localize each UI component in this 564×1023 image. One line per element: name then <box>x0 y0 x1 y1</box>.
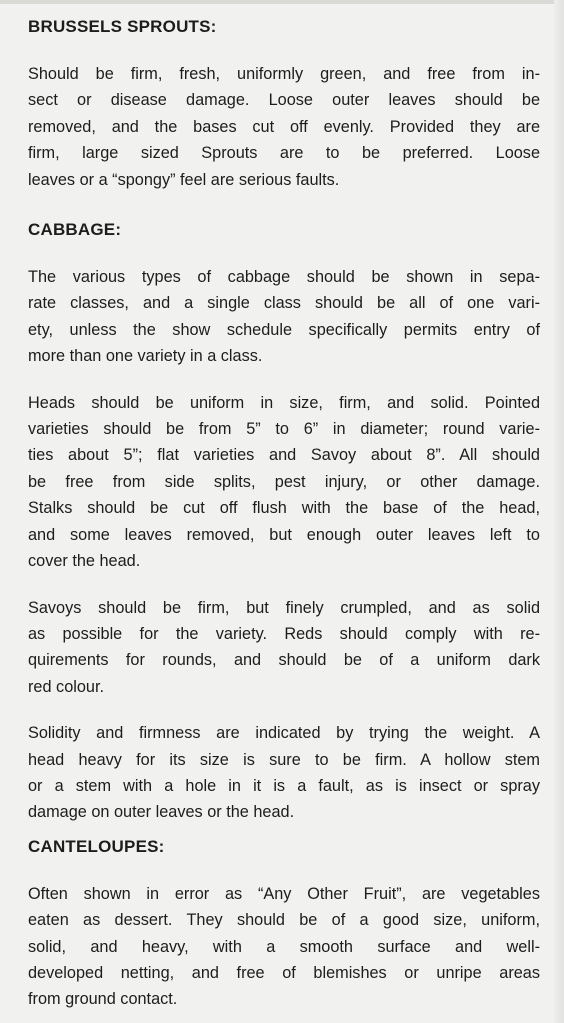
text-line: developed netting, and free of blemishes or unripe areas <box>28 963 540 982</box>
text-line: more than one variety in a class. <box>28 347 263 366</box>
text-line: ety, unless the show schedule specifically permits entry of <box>28 320 540 339</box>
text-line: leaves or a “spongy” feel are serious faults. <box>28 170 340 189</box>
text-line: red colour. <box>28 677 105 696</box>
text-line: and some leaves removed, but enough outer leaves left to <box>28 525 540 544</box>
text-line: head heavy for its size is sure to be firm. A hollow stem <box>28 750 540 769</box>
text-line: removed, and the bases cut off evenly. Provided they are <box>28 117 540 136</box>
text-line: eaten as dessert. They should be of a good size, uniform, <box>28 911 540 930</box>
text-line: Often shown in error as “Any Other Fruit”, are vegetables <box>28 884 540 903</box>
text-line: Should be firm, fresh, uniformly green, and free from in- <box>28 65 540 83</box>
text-line: quirements for rounds, and should be of a uniform dark <box>28 651 540 670</box>
paragraph-cabbage-savoys <box>28 595 540 701</box>
text-line: firm, large sized Sprouts are to be preferred. Loose <box>28 144 540 163</box>
text-line: damage on outer leaves or the head. <box>28 803 295 822</box>
paragraph-canteloupes <box>28 881 540 1013</box>
page-right-edge <box>554 0 564 1023</box>
paragraph-brussels-sprouts <box>28 61 540 193</box>
text-line: or a stem with a hole in it is a fault, as is insect or spray <box>28 776 540 795</box>
text-line: be free from side splits, pest injury, or other damage. <box>28 472 540 491</box>
text-line: sect or disease damage. Loose outer leaves should be <box>28 91 540 110</box>
text-line: from ground contact. <box>28 990 178 1009</box>
text-line: Savoys should be firm, but finely crumpled, and as solid <box>28 598 540 617</box>
paragraph-cabbage-heads <box>28 390 540 575</box>
text-line: Stalks should be cut off flush with the base of the head, <box>28 499 540 518</box>
text-line: varieties should be from 5” to 6” in diameter; round varie- <box>28 420 540 439</box>
page-top-edge <box>0 0 564 4</box>
section-heading-brussels-sprouts: BRUSSELS SPROUTS: <box>28 17 217 36</box>
text-line: Solidity and firmness are indicated by trying the weight. A <box>28 724 540 743</box>
text-line: cover the head. <box>28 552 141 571</box>
paragraph-cabbage-solidity <box>28 720 540 826</box>
text-line: solid, and heavy, with a smooth surface and well- <box>28 937 540 956</box>
section-heading-canteloupes: CANTELOUPES: <box>28 836 165 856</box>
text-line: The various types of cabbage should be shown in sepa- <box>28 268 540 287</box>
document-page <box>28 14 540 1013</box>
text-line: ties about 5”; flat varieties and Savoy about 8”. All should <box>28 446 540 465</box>
section-heading-cabbage: CABBAGE: <box>28 220 122 240</box>
paragraph-cabbage-types <box>28 264 540 370</box>
text-line: rate classes, and a single class should be all of one vari- <box>28 294 540 313</box>
text-line: Heads should be uniform in size, firm, and solid. Pointed <box>28 393 540 412</box>
text-line: as possible for the variety. Reds should comply with re- <box>28 624 540 643</box>
